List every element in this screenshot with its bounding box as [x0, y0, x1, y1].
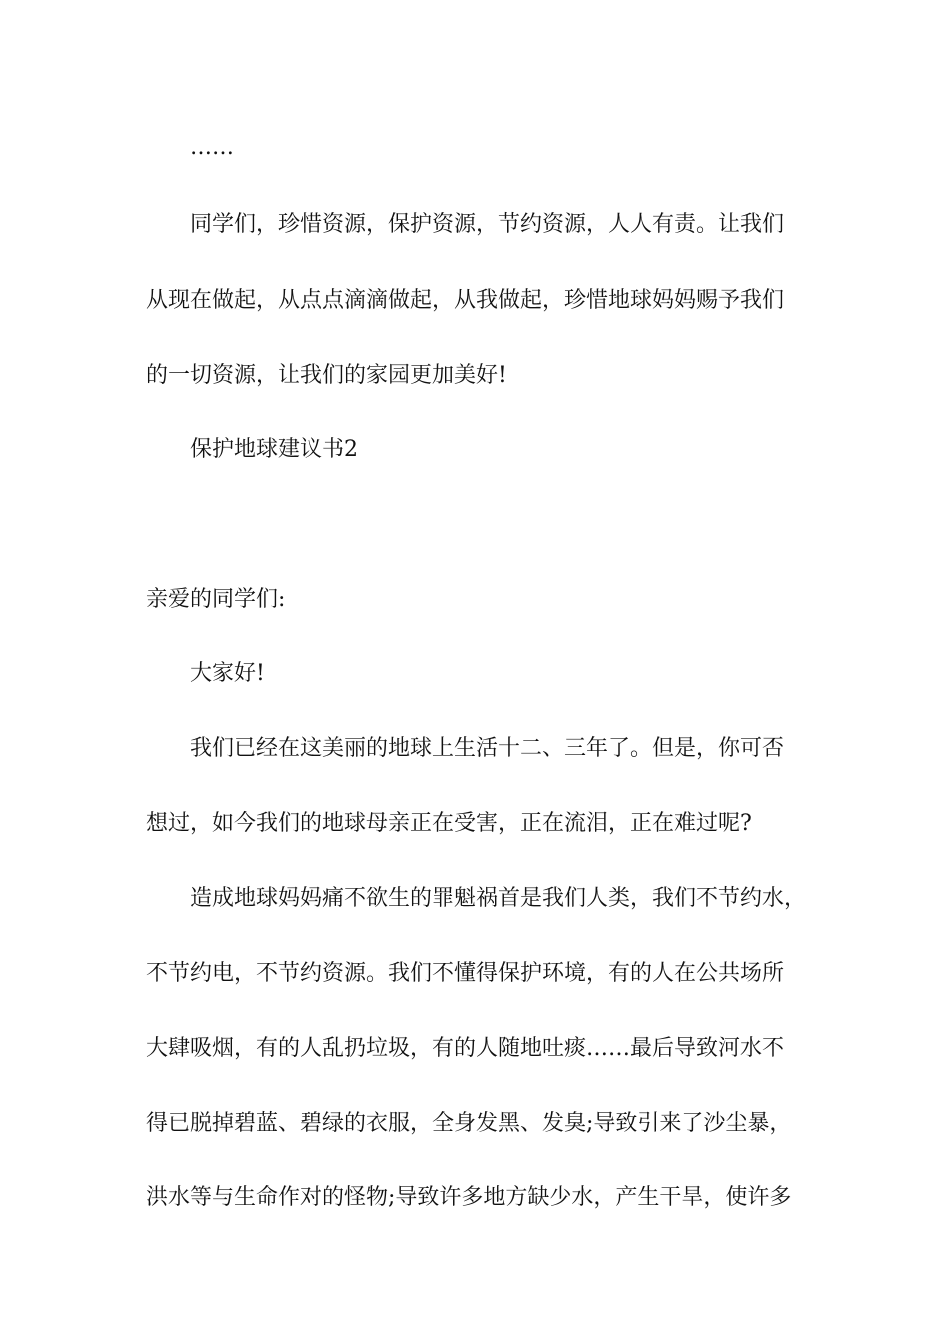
paragraph-line: 的一切资源，让我们的家园更加美好! [146, 363, 507, 388]
ellipsis-text: …… [190, 135, 234, 160]
paragraph-line: 不节约电，不节约资源。我们不懂得保护环境，有的人在公共场所 [146, 961, 785, 986]
salutation: 亲爱的同学们: [146, 587, 286, 612]
paragraph-line: 同学们，珍惜资源，保护资源，节约资源，人人有责。让我们 [190, 212, 785, 237]
paragraph-line: 造成地球妈妈痛不欲生的罪魁祸首是我们人类，我们不节约水， [190, 886, 807, 911]
greeting: 大家好! [190, 661, 265, 686]
paragraph-line: 从现在做起，从点点滴滴做起，从我做起，珍惜地球妈妈赐予我们 [146, 288, 785, 313]
paragraph-line: 得已脱掉碧蓝、碧绿的衣服，全身发黑、发臭;导致引来了沙尘暴， [146, 1111, 792, 1136]
section-title: 保护地球建议书2 [190, 437, 358, 462]
paragraph-line: 我们已经在这美丽的地球上生活十二、三年了。但是，你可否 [190, 736, 785, 761]
paragraph-line: 大肆吸烟，有的人乱扔垃圾，有的人随地吐痰……最后导致河水不 [146, 1036, 785, 1061]
paragraph-line: 想过，如今我们的地球母亲正在受害，正在流泪，正在难过呢? [146, 811, 752, 836]
paragraph-line: 洪水等与生命作对的怪物;导致许多地方缺少水，产生干旱，使许多 [146, 1185, 792, 1210]
